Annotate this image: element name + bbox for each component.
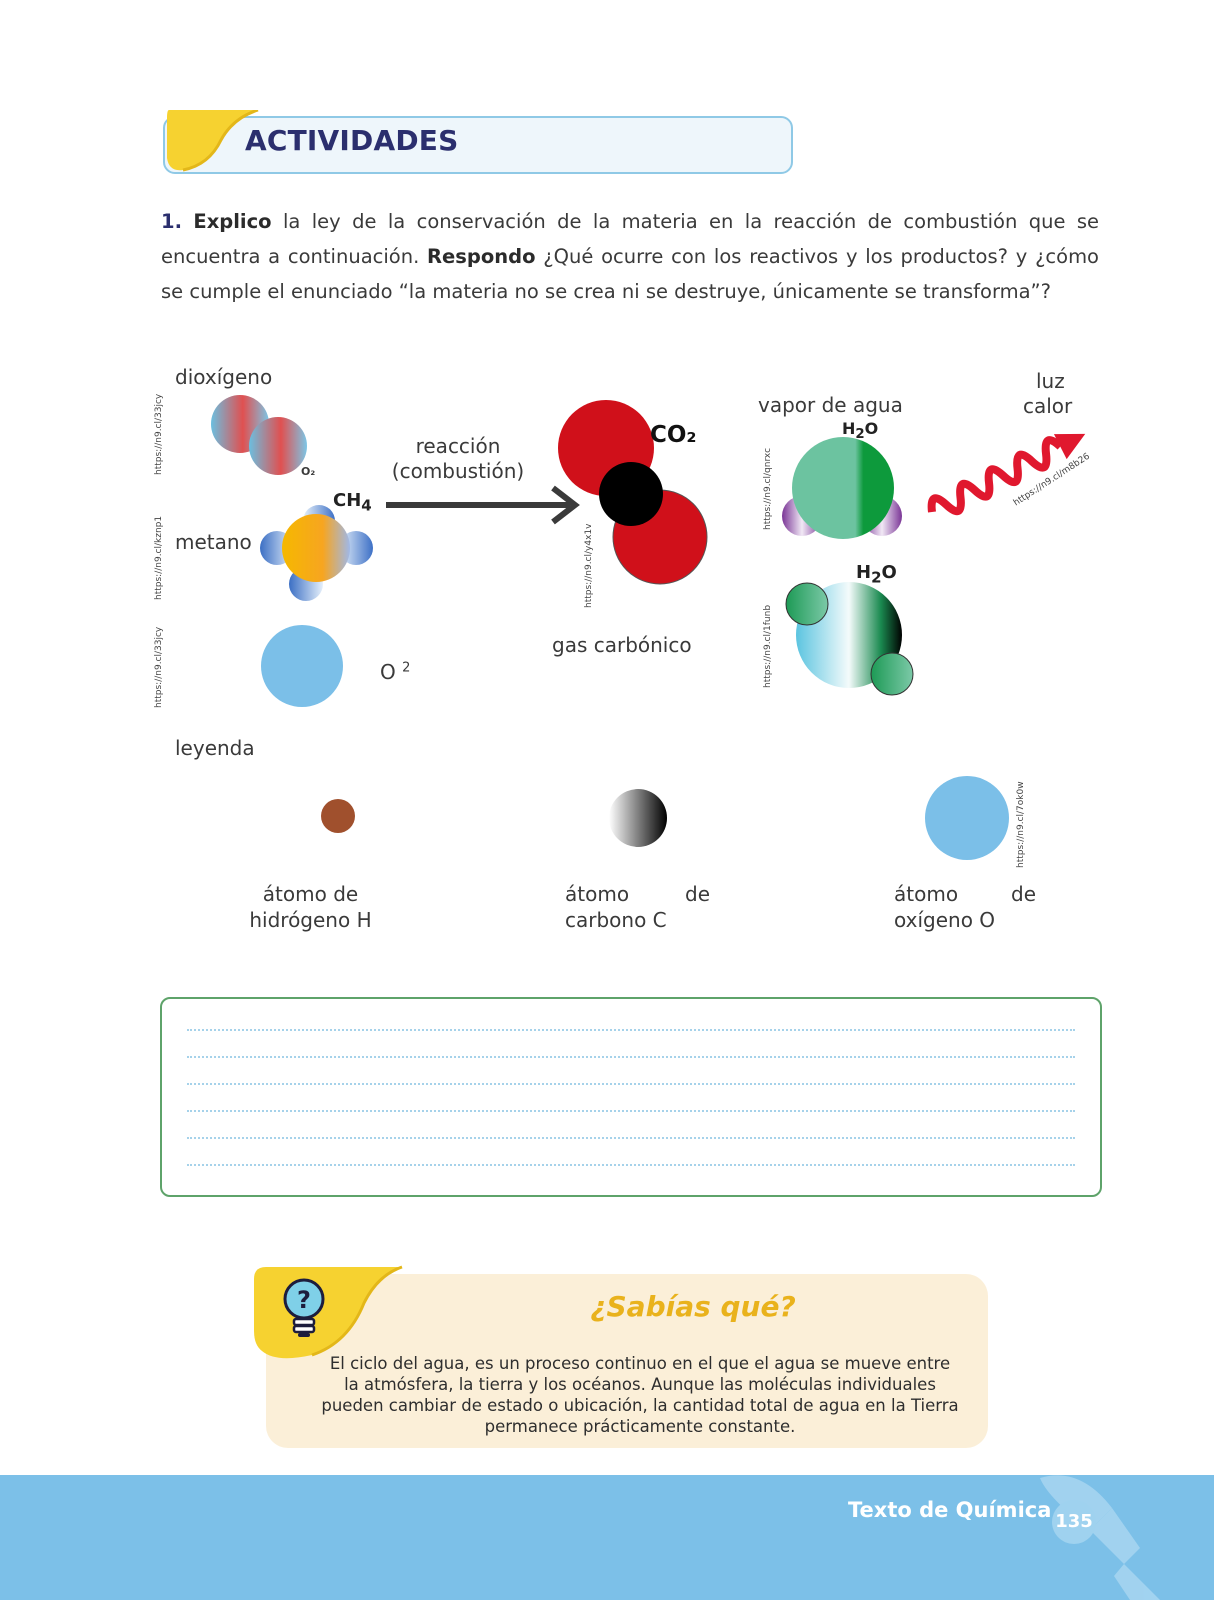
did-you-know-text [320,1353,960,1437]
o2-text: O [380,660,396,684]
h2o-vapor-h: H [842,419,856,438]
source-link-4: https://n9.cl/y4x1v [584,523,594,608]
label-calor: calor [1023,394,1073,418]
activities-title: ACTIVIDADES [245,124,459,157]
legend-oxygen-label [894,881,1036,933]
h2o-h: H [856,562,872,583]
question-verb-explico: Explico [193,210,272,233]
water-h-bottom [871,653,913,695]
legend-c-line1: átomo [565,882,630,906]
legend-atoms [0,770,1214,880]
label-o2-small: O₂ [301,465,316,478]
h2o-sub: 2 [871,568,882,587]
label-dioxigeno: dioxígeno [175,365,273,389]
source-link-6: https://n9.cl/1funb [763,604,773,688]
ch4-text: CH [333,490,362,511]
did-you-know-line3: pueden cambiar de estado o ubicación, la cantidad total de agua en la Tierra [321,1396,959,1415]
label-gas-carbonico: gas carbónico [552,633,692,657]
reaccion-line1: reacción [415,434,501,458]
did-you-know-line4: permanece prácticamente constante. [484,1417,796,1436]
legend-o-line2: oxígeno O [894,908,996,932]
answer-line[interactable] [187,1029,1075,1031]
reaccion-line2: (combustión) [391,459,525,483]
label-luz: luz [1036,369,1065,393]
h2o-o: O [881,562,897,583]
label-vapor-de-agua: vapor de agua [758,393,903,417]
label-h2o [856,562,897,587]
svg-text:?: ? [297,1286,311,1314]
legend-o-de: de [1011,882,1036,906]
source-link-1: https://n9.cl/33jcy [154,393,164,475]
h2o-vapor-o: O [864,419,879,438]
label-ch4 [333,490,372,515]
legend-o-line1: átomo [894,882,959,906]
question-verb-respondo: Respondo [427,245,536,268]
legend-carbon-atom [609,789,667,847]
rocket-icon [1020,1468,1180,1600]
legend-h-line1: átomo de [262,882,359,906]
ch4-carbon [282,514,350,582]
question-number: 1. [161,210,182,233]
answer-line[interactable] [187,1137,1075,1139]
did-you-know-title: ¿Sabías qué? [590,1290,796,1323]
ch4-subscript: 4 [361,496,372,515]
label-h2o-vapor [842,419,878,442]
legend-title: leyenda [175,736,255,760]
legend-hydrogen-label [248,881,373,933]
source-link-7: https://n9.cl/m8b26 [1012,451,1092,509]
label-reaccion [378,434,538,484]
o2-superscript: 2 [402,660,411,676]
co2-carbon [599,462,663,526]
answer-line[interactable] [187,1056,1075,1058]
source-link-5: https://n9.cl/qnrxc [763,447,773,530]
question-text [161,204,1099,309]
source-link-8: https://n9.cl/7ok0w [1016,781,1026,868]
answer-line[interactable] [187,1110,1075,1112]
source-link-3: https://n9.cl/33jcy [154,626,164,708]
legend-h-line2: hidrógeno H [249,908,372,932]
footer-book-title: Texto de Química [848,1498,1052,1522]
o2-atom-2 [249,417,307,475]
did-you-know-line2: la atmósfera, la tierra y los océanos. Aunque las moléculas individuales [344,1375,936,1394]
water-h-top [786,583,828,625]
question-text-part1: la ley de la conservación de la materia en la reacción de combustión que se encuentra a continuación. [161,210,1099,268]
label-o2 [380,660,410,684]
legend-c-line2: carbono C [565,908,667,932]
answer-line[interactable] [187,1083,1075,1085]
question-text-part2: ¿Qué ocurre con los reactivos y los productos? y ¿cómo se cumple el enunciado “la materia no se crea ni se destruye, únicamente se transforma”? [161,245,1099,303]
label-metano: metano [175,530,252,554]
legend-c-de: de [685,882,710,906]
answer-line[interactable] [187,1164,1075,1166]
page-number: 135 [1052,1500,1096,1544]
water-vapor-oxygen [792,437,894,539]
oxygen-atom-o2 [261,625,343,707]
answer-box[interactable] [160,997,1102,1197]
label-co2: CO₂ [650,422,697,448]
source-link-2: https://n9.cl/kznp1 [154,515,164,600]
legend-carbon-label [565,881,710,933]
legend-hydrogen-atom [321,799,355,833]
did-you-know-line1: El ciclo del agua, es un proceso continuo en el que el agua se mueve entre [329,1354,951,1373]
legend-oxygen-atom [925,776,1009,860]
h2o-vapor-sub: 2 [855,427,865,443]
